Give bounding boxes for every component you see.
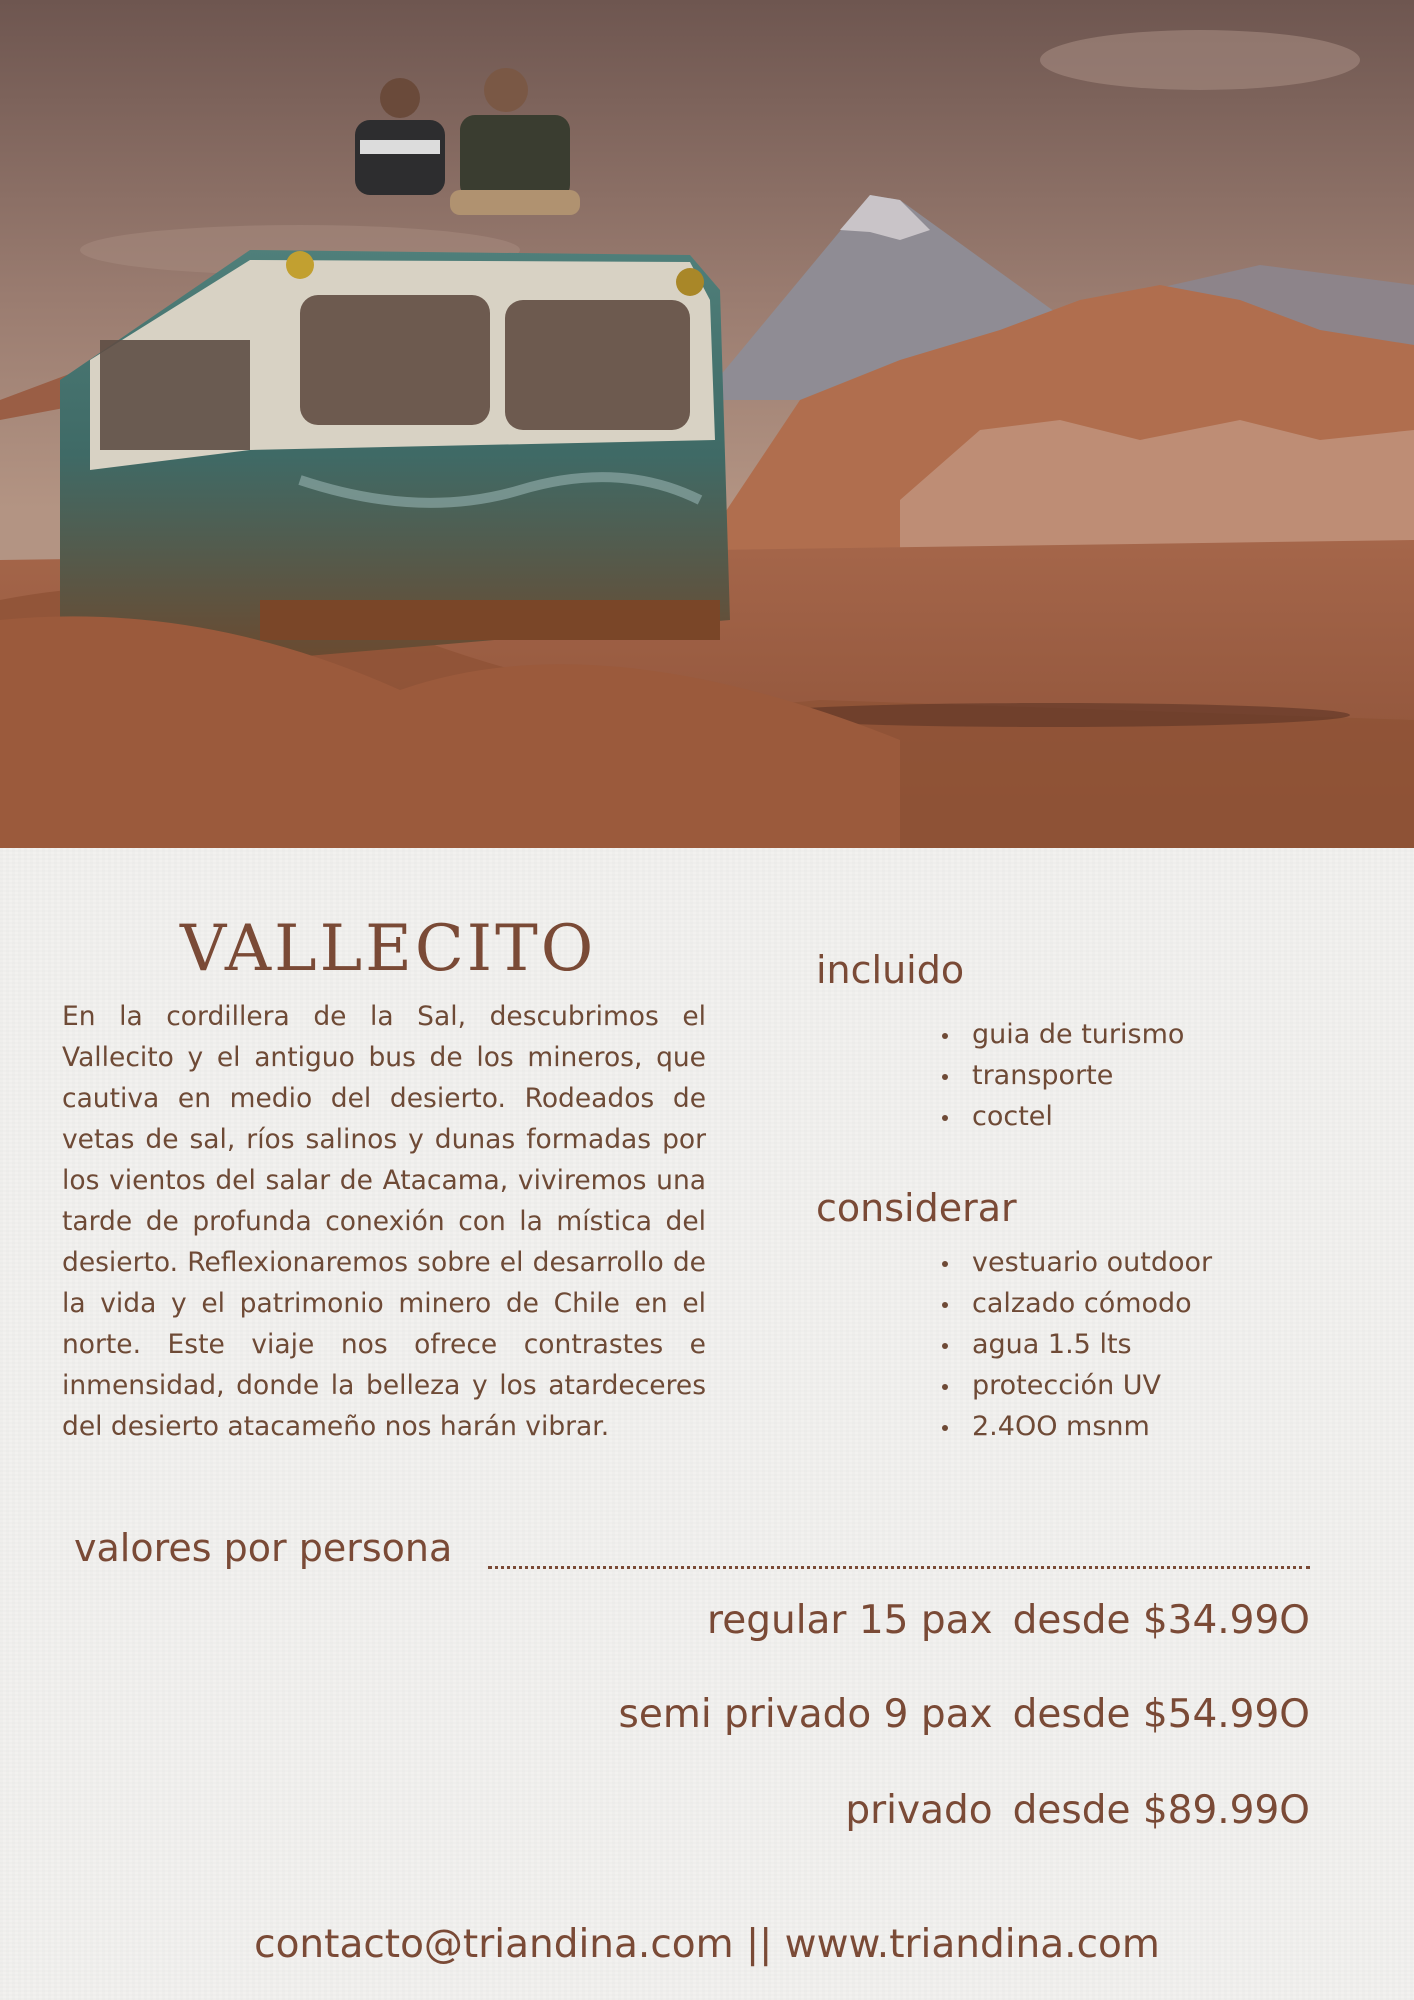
price-value: desde $54.99O [1012,1692,1310,1737]
price-label: privado [845,1788,993,1833]
desert-bus-illustration [0,0,1414,848]
page-title: VALLECITO [180,912,597,986]
dotted-divider [488,1566,1310,1569]
consider-list [940,1242,1212,1447]
price-row-private [845,1788,1310,1833]
consider-heading: considerar [816,1186,1017,1230]
list-item: vestuario outdoor [940,1242,1212,1283]
prices-heading: valores por persona [74,1526,453,1570]
price-value: desde $34.99O [1012,1598,1310,1643]
list-item: transporte [940,1055,1184,1096]
hero-photo [0,0,1414,848]
list-item: calzado cómodo [940,1283,1212,1324]
list-item: protección UV [940,1365,1212,1406]
price-label: semi privado 9 pax [618,1692,993,1737]
included-list [940,1014,1184,1137]
included-heading: incluido [816,948,965,992]
list-item: coctel [940,1096,1184,1137]
price-value: desde $89.99O [1012,1788,1310,1833]
tour-description: En la cordillera de la Sal, descubrimos el Vallecito y el antiguo bus de los mineros, que cautiva en medio del desierto. Rodeados de vetas de sal, ríos salinos y dunas formadas por los vientos del salar de Atacama, viviremos una tarde de profunda conexión con la mística del desierto. Reflexionaremos sobre el desarrollo de la vida y el patrimonio minero de Chile en el norte. Este viaje nos ofrece contrastes e inmensidad, donde la belleza y los atardeceres del desierto atacameño nos harán vibrar. [62,1001,706,1442]
price-label: regular 15 pax [707,1598,993,1643]
list-item: guia de turismo [940,1014,1184,1055]
contact-line[interactable]: contacto@triandina.com || www.triandina.com [254,1922,1160,1967]
price-row-regular [707,1598,1310,1643]
price-row-semi-private [619,1692,1310,1737]
list-item: agua 1.5 lts [940,1324,1212,1365]
list-item: 2.4OO msnm [940,1406,1212,1447]
